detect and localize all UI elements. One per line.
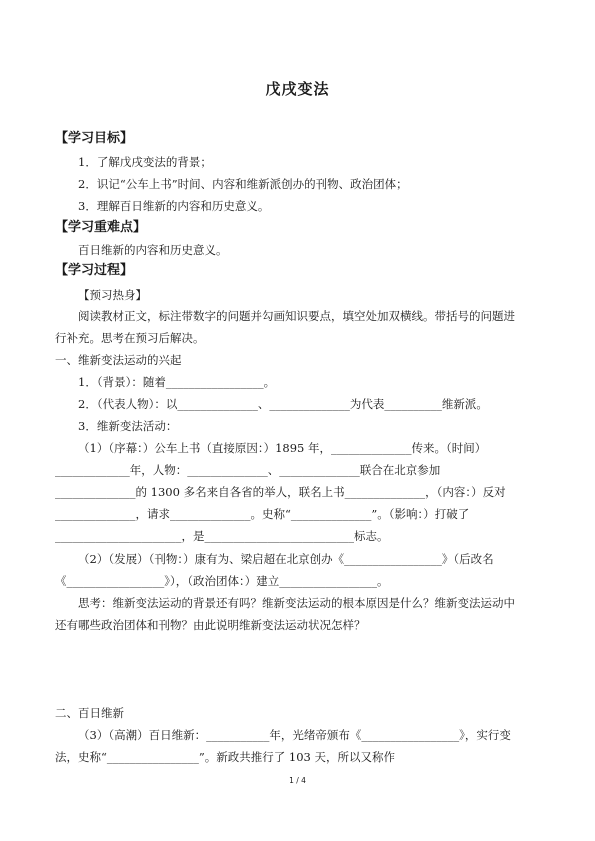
- section1-item-2: 2．（代表人物）：以______________、______________为代表__________维新派。: [78, 397, 488, 411]
- think-line-1: 思考：维新变法运动的背景还有吗？维新变法运动的根本原因是什么？维新变法运动中: [78, 596, 515, 610]
- process-heading: 【学习过程】: [55, 263, 134, 278]
- preview-intro-line-2: 行补充。思考在预习后解决。: [55, 331, 205, 345]
- paragraph1-line-2: _____________年，人物：______________、______________联合在北京参加: [55, 463, 441, 477]
- paragraph1-line-4: ______________，请求______________。史称“______________”。（影响：）打破了: [55, 507, 470, 521]
- paragraph2-line-1: （2）（发展）（刊物：）康有为、梁启超在北京创办《_________________》（后改名: [78, 552, 494, 566]
- section1-item-1: 1．（背景）：随着_________________。: [78, 375, 276, 389]
- goal-item-2: 2．识记“公车上书”时间、内容和维新派创办的刊物、政治团体；: [78, 177, 408, 191]
- page-title: 戊戌变法: [265, 80, 330, 98]
- key-points-text: 百日维新的内容和历史意义。: [78, 243, 228, 257]
- paragraph2-line-2: 《_________________》），（政治团体：）建立_________________。: [55, 574, 389, 588]
- paragraph1-line-3: ______________的 1300 多名来自各省的举人，联名上书______________，（内容：）反对: [55, 485, 506, 499]
- section2-heading: 二、百日维新: [55, 706, 124, 720]
- key-points-heading: 【学习重难点】: [55, 220, 147, 235]
- section1-heading: 一、维新变法运动的兴起: [55, 353, 182, 367]
- section1-item-3: 3．维新变法活动：: [78, 419, 178, 433]
- page-number: 1 / 4: [289, 776, 306, 785]
- preview-heading: 【预习热身】: [78, 288, 147, 302]
- paragraph1-line-1: （1）（序幕：）公车上书（直接原因：）1895 年，______________传来。（时间）: [78, 441, 487, 455]
- goals-heading: 【学习目标】: [55, 131, 134, 146]
- section2-line-1: （3）（高潮）百日维新：___________年，光绪帝颁布《_________________》，实行变: [78, 728, 511, 742]
- paragraph1-line-5: ______________________，是__________________________标志。: [55, 529, 389, 543]
- think-line-2: 还有哪些政治团体和刊物？由此说明维新变法运动状况怎样？: [55, 618, 366, 632]
- preview-intro-line-1: 阅读教材正文，标注带数字的问题并勾画知识要点，填空处加双横线。带括号的问题进: [78, 309, 515, 323]
- goal-item-3: 3．理解百日维新的内容和历史意义。: [78, 199, 270, 213]
- goal-item-1: 1．了解戊戌变法的背景；: [78, 155, 212, 169]
- section2-line-2: 法，史称“________________”。新政共推行了 103 天，所以又称作: [55, 750, 396, 764]
